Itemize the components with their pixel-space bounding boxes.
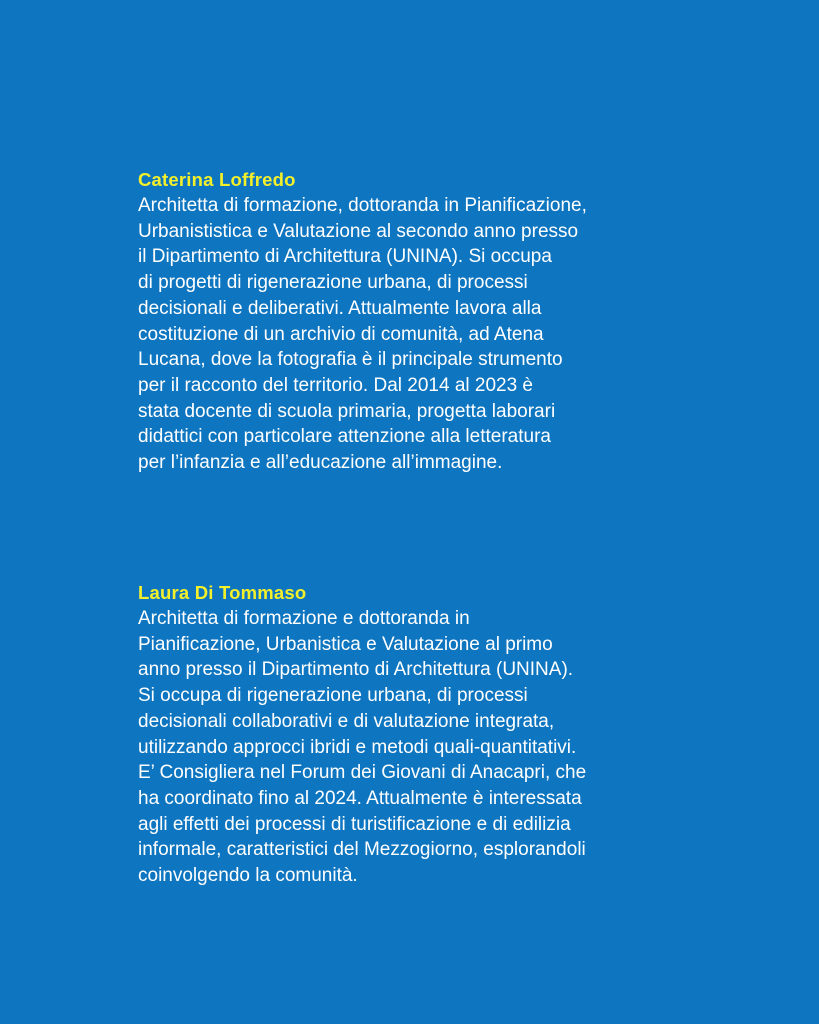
bio-name: Laura Di Tommaso	[138, 582, 307, 603]
bio-text: Architetta di formazione e dottoranda in Pianificazione, Urbanistica e Valutazione al primo anno presso il Dipartimento di Architettura (UNINA). Si occupa di rigenerazione urbana, di processi decisionali collaborativi e di valutazione integrata, utilizzando approcci ibridi e metodi quali-quantitativi. E’ Consigliera nel Forum dei Giovani di Anacapri, che ha coordinato fino al 2024. Attualmente è interessata agli effetti dei processi di turistificazione e di edilizia informale, caratteristici del Mezzogiorno, esplorandoli coinvolgendo la comunità.	[138, 608, 587, 887]
bio-text: Architetta di formazione, dottoranda in Pianificazione, Urbanististica e Valutazione al secondo anno presso il Dipartimento di Architettura (UNINA). Si occupa di progetti di rigenerazione urbana, di processi decisionali e deliberativi. Attualmente lavora alla costituzione di un archivio di comunità, ad Atena Lucana, dove la fotografia è il principale strumento per il racconto del territorio. Dal 2014 al 2023 è stata docente di scuola primaria, progetta laborari didattici con particolare attenzione alla letteratura per l’infanzia e all’educazione all’immagine.	[138, 195, 587, 474]
bio-name: Caterina Loffredo	[138, 169, 296, 190]
bio-caterina-loffredo	[138, 167, 738, 476]
bio-laura-di-tommaso	[138, 580, 738, 889]
